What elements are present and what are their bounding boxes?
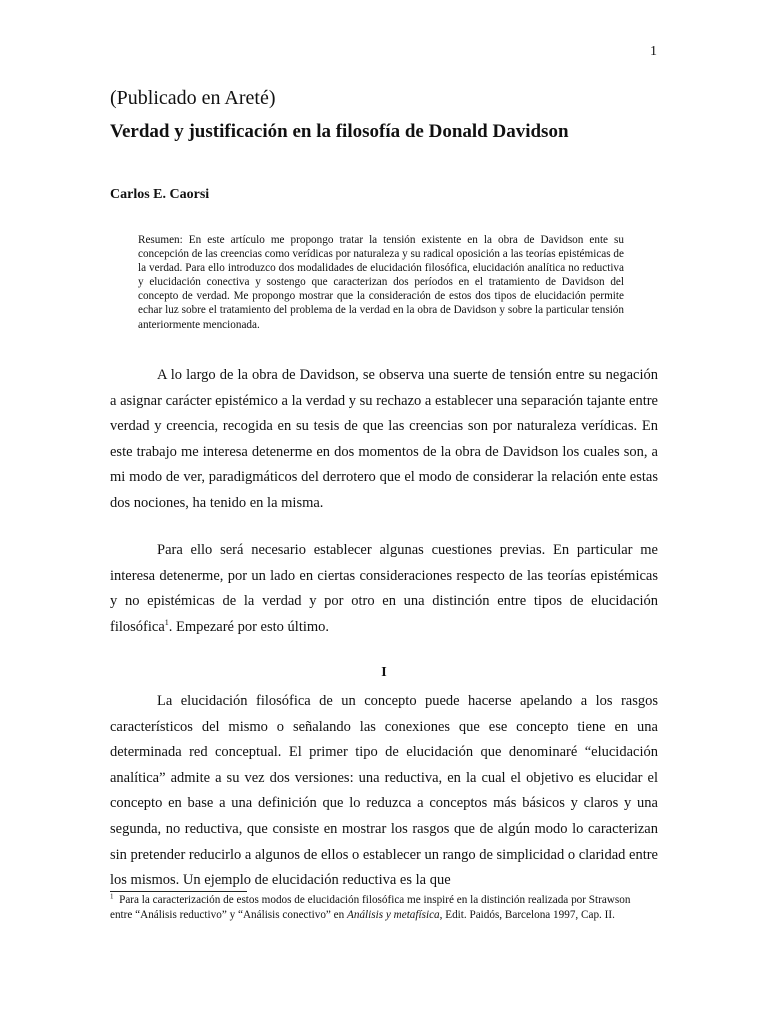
body-paragraph-3	[110, 689, 658, 894]
footnote-text-end: , Edit. Paidós, Barcelona 1997, Cap. II.	[439, 908, 615, 921]
footnote-reference: 1	[164, 617, 169, 627]
page-number: 1	[650, 44, 657, 59]
footnote-number: 1	[110, 892, 114, 901]
paragraph-2-text: Para ello será necesario establecer algunas cuestiones previas. En particular me interesa detenerme, por un lado en ciertas consideraciones respecto de las teorías epistémicas y no epistémicas de la verdad y por otro en una distinción entre tipos de elucidación filosófica	[110, 542, 658, 635]
article-title: Verdad y justificación en la filosofía de Donald Davidson	[110, 121, 569, 142]
footnote	[110, 893, 640, 922]
paragraph-3-text: La elucidación filosófica de un concepto puede hacerse apelando a los rasgos característicos del mismo o señalando las conexiones que ese concepto tiene en una determinada red conceptual. El primer tipo de elucidación que denominaré “elucidación analítica” admite a su vez dos versiones: una reductiva, en la cual el objetivo es elucidar el concepto en base a una definición que lo reduzca a conceptos más básicos y claros y una segunda, no reductiva, que consiste en mostrar los rasgos que de algún modo lo caracterizan sin pretender reducirlo a algunos de ellos o establecer un rango de simplicidad o claridad entre los mismos. Un ejemplo de elucidación reductiva es la que	[110, 693, 658, 889]
publication-note: (Publicado en Areté)	[110, 87, 276, 109]
paragraph-1-text: A lo largo de la obra de Davidson, se observa una suerte de tensión entre su negación a asignar carácter epistémico a la verdad y su rechazo a establecer una separación tajante entre verdad y creencia, recogida en su tesis de que las creencias son por naturaleza verídicas. En este trabajo me interesa detenerme en dos momentos de la obra de Davidson los cuales son, a mi modo de ver, paradigmáticos del derrotero que el modo de considerar la relación ente estas dos nociones, ha tenido en la misma.	[110, 367, 658, 511]
paragraph-2-end: . Empezaré por esto último.	[168, 618, 330, 635]
body-paragraph-2	[110, 538, 658, 640]
section-heading: I	[381, 665, 387, 680]
body-paragraph-1	[110, 363, 658, 517]
author-name: Carlos E. Caorsi	[110, 187, 210, 202]
abstract: Resumen: En este artículo me propongo tratar la tensión existente en la obra de Davidson ente su concepción de las creencias como verídicas por naturaleza y su radical oposición a las teorías epistémicas de la verdad. Para ello introduzco dos modalidades de elucidación filosófica, elucidación analítica no reductiva y elucidación conectiva y sostengo que caracterizan dos períodos en el tratamiento de Davidson del concepto de verdad. Me propongo mostrar que la consideración de estos dos tipos de elucidación permite echar luz sobre el tratamiento del problema de la verdad en la obra de Davidson y sobre la particular tensión anteriormente mencionada.	[138, 234, 624, 331]
footnote-book-title: Análisis y metafísica	[347, 908, 440, 921]
footnote-divider	[110, 891, 247, 892]
footnote-text: Para la caracterización de estos modos de elucidación filosófica me inspiré en la distinción realizada por Strawson entre “Análisis reductivo” y “Análisis conectivo” en	[110, 894, 631, 921]
